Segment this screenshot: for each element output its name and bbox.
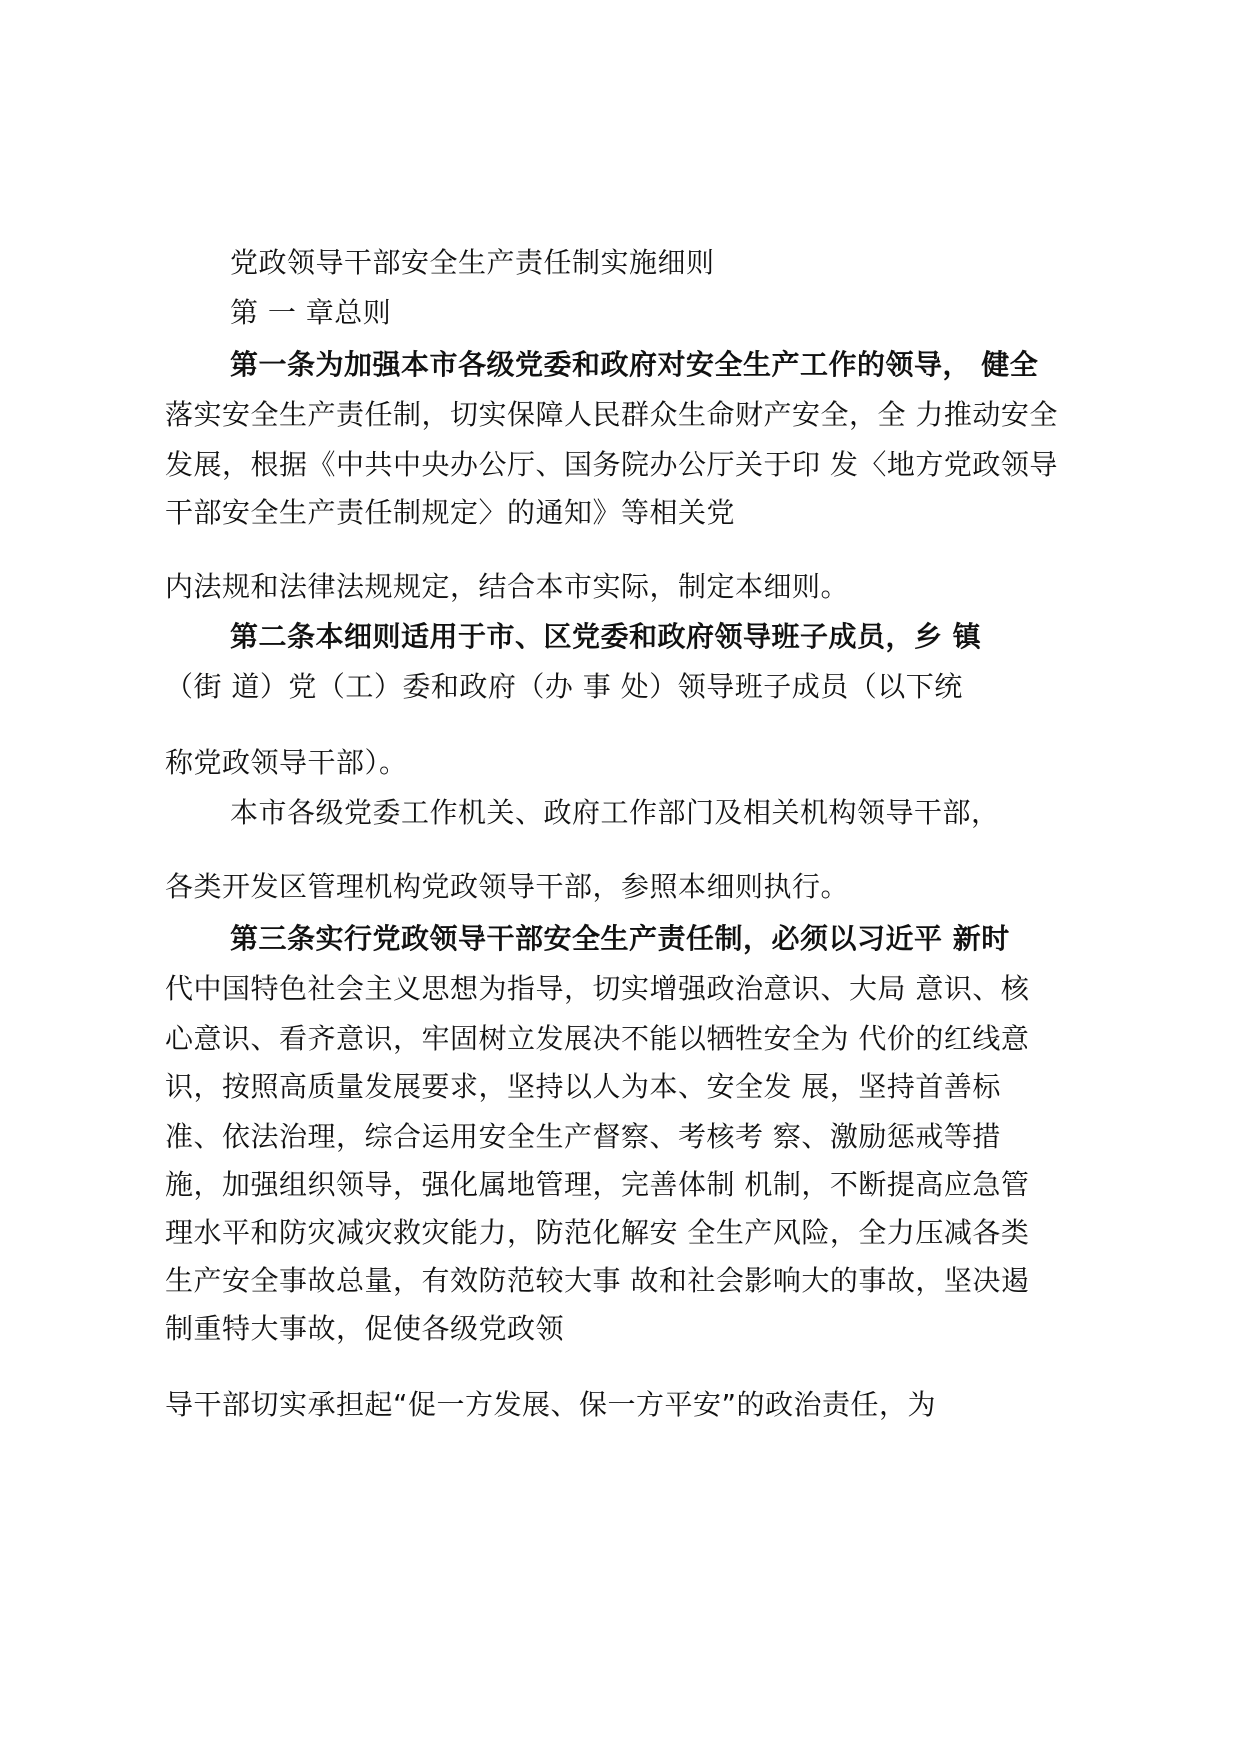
article-1-line: 第一条为加强本市各级党委和政府对安全生产工作的领导， 健全	[230, 348, 1039, 381]
chapter-heading: 第 一 章总则	[230, 296, 392, 329]
document-title: 党政领导干部安全生产责任制实施细则	[230, 246, 715, 279]
article-1-line: 发展，根据《中共中央办公厅、国务院办公厅关于印 发〈地方党政领导	[165, 448, 1058, 481]
article-2-line: 第二条本细则适用于市、区党委和政府领导班子成员，乡 镇	[230, 620, 982, 653]
article-3-line: 生产安全事故总量，有效防范较大事 故和社会影响大的事故，坚决遏	[165, 1264, 1030, 1297]
article-3-line: 理水平和防灾减灾救灾能力，防范化解安 全生产风险，全力压减各类	[165, 1216, 1030, 1249]
article-3-line: 准、依法治理，综合运用安全生产督察、考核考 察、激励惩戒等措	[165, 1120, 1001, 1153]
article-3-line: 第三条实行党政领导干部安全生产责任制，必须以习近平 新时	[230, 922, 1010, 955]
paragraph-line: 本市各级党委工作机关、政府工作部门及相关机构领导干部，	[230, 796, 1000, 829]
article-3-line: 导干部切实承担起“促一方发展、保一方平安”的政治责任，为	[165, 1388, 937, 1421]
article-3-line: 心意识、看齐意识，牢固树立发展决不能以牺牲安全为 代价的红线意	[165, 1022, 1030, 1055]
article-1-line: 落实安全生产责任制，切实保障人民群众生命财产安全，全 力推动安全	[165, 398, 1058, 431]
article-3-line: 制重特大事故，促使各级党政领	[165, 1312, 565, 1345]
article-2-line: 称党政领导干部）。	[165, 746, 408, 779]
article-2-line: （街 道）党（工）委和政府（办 事 处）领导班子成员（以下统	[165, 670, 963, 703]
article-1-line: 内法规和法律法规规定，结合本市实际，制定本细则。	[165, 570, 850, 603]
article-1-line: 干部安全生产责任制规定〉的通知》等相关党	[165, 496, 736, 529]
article-3-line: 施，加强组织领导，强化属地管理，完善体制 机制，不断提高应急管	[165, 1168, 1030, 1201]
article-3-line: 代中国特色社会主义思想为指导，切实增强政治意识、大局 意识、核	[165, 972, 1030, 1005]
article-3-line: 识，按照高质量发展要求，坚持以人为本、安全发 展，坚持首善标	[165, 1070, 1001, 1103]
paragraph-line: 各类开发区管理机构党政领导干部，参照本细则执行。	[165, 870, 850, 903]
